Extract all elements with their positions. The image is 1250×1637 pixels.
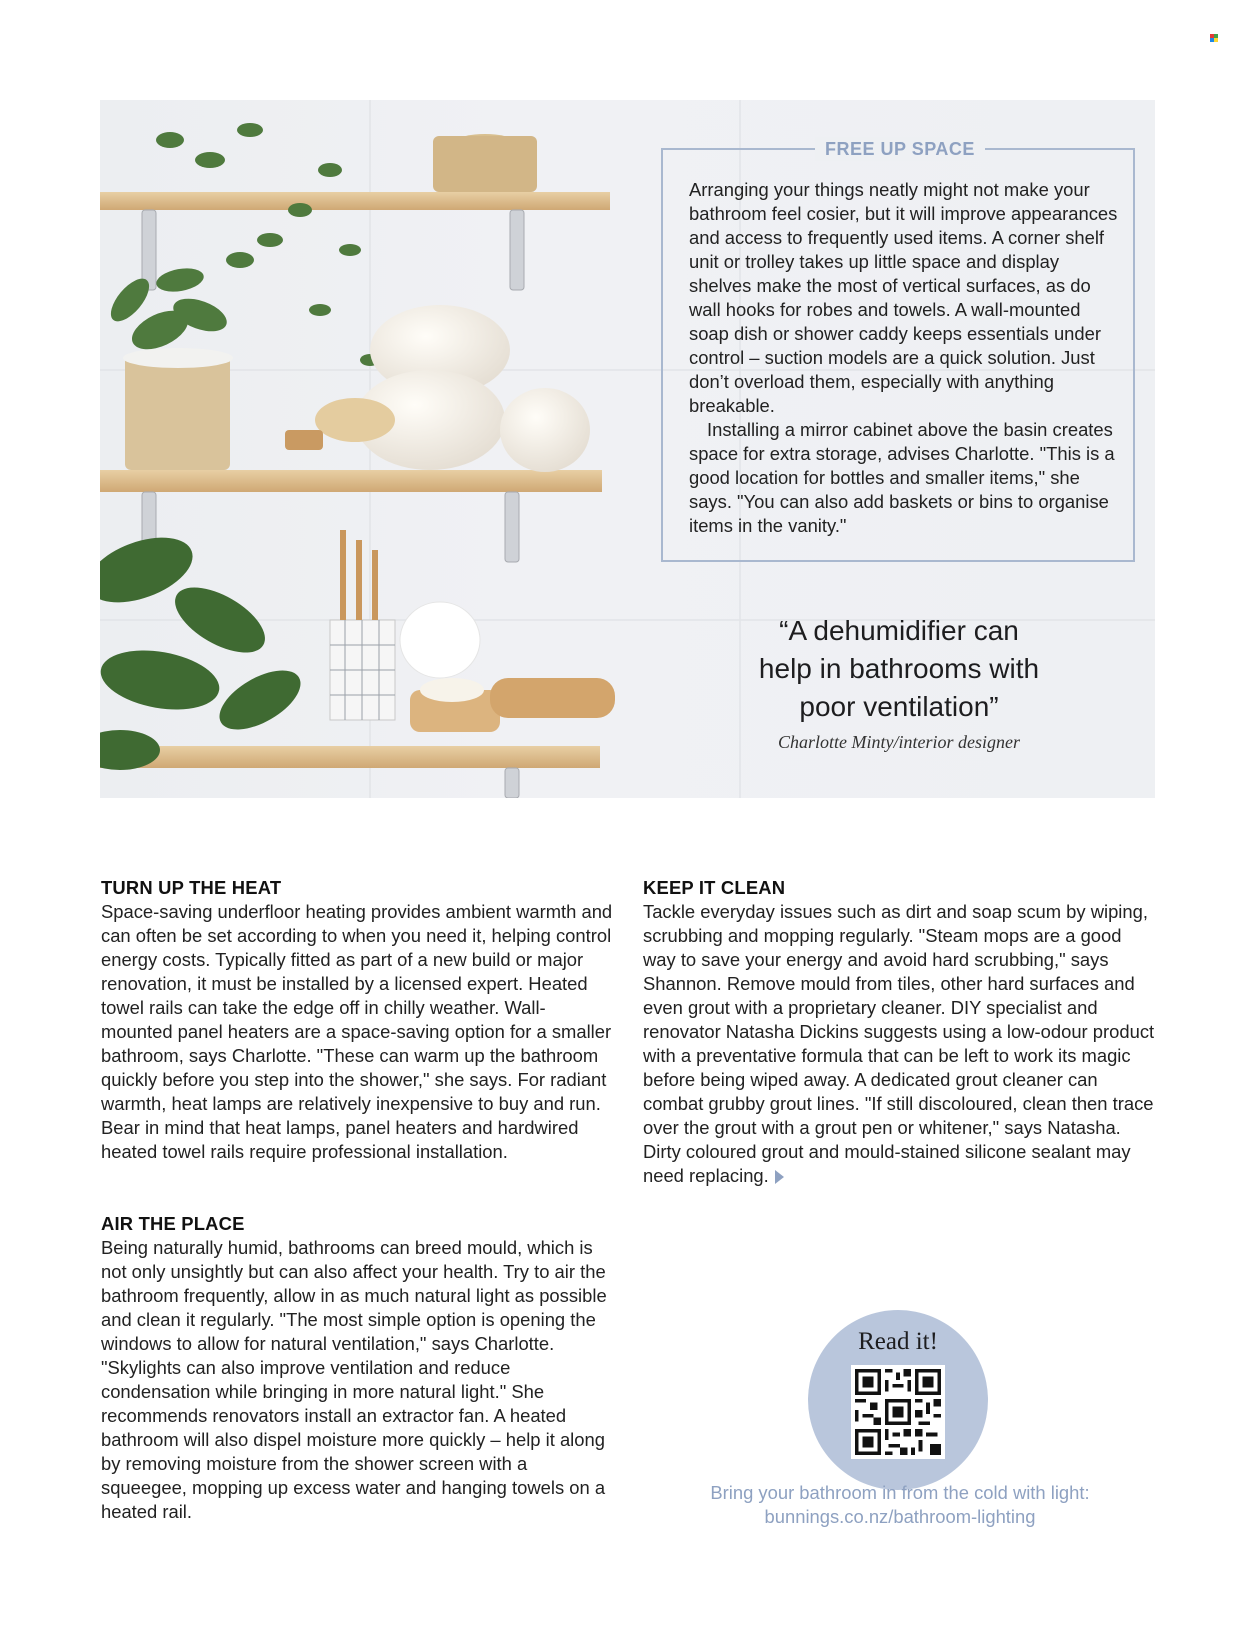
quote-text [700, 612, 1098, 726]
continue-arrow-icon [775, 1170, 784, 1184]
read-it-circle [808, 1310, 988, 1490]
free-up-space-paragraph-1: Arranging your things neatly might not make your bathroom feel cosier, but it will improve appearances and access to frequently used items. A corner shelf unit or trolley takes up little space and display shelves make the most of vertical surfaces, as do wall hooks for robes and towels. A wall-mounted soap dish or shower caddy keeps essentials under control – suction models are a quick solution. Just don’t overload them, especially with anything breakable. [689, 179, 1118, 416]
qr-code-graphic [851, 1365, 945, 1459]
free-up-space-body [689, 178, 1119, 538]
body-keep-it-clean-text: Tackle everyday issues such as dirt and soap scum by wiping, scrubbing and mopping regularly. "Steam mops are a good way to save your energy and avoid hard scrubbing," says Shannon. Remove mould from tiles, other hard surfaces and even grout with a proprietary cleaner. DIY specialist and renovator Natasha Dickins suggests using a low-odour product with a preventative formula that can be left to work its magic before being wiped away. A dedicated grout cleaner can combat grubby grout lines. "If still discoloured, clean then trace over the grout with a grout pen or whitener," says Natasha. Dirty coloured grout and mould-stained silicone sealant may need replacing. [643, 901, 1155, 1186]
pull-quote [700, 612, 1098, 753]
section-air-the-place [101, 1212, 613, 1524]
body-air-the-place: Being naturally humid, bathrooms can breed mould, which is not only unsightly but can also affect your health. Try to air the bathroom frequently, allow in as much natural light as possible and clean it regularly. "The most simple option is opening the windows to allow for natural ventilation," says Charlotte. "Skylights can also improve ventilation and reduce condensation while bringing in more natural light." She recommends renovators install an extractor fan. A heated bathroom will also dispel moisture more quickly – help it along by removing moisture from the shower screen with a squeegee, mopping up excess water and hanging towels on a heated rail. [101, 1237, 607, 1522]
body-turn-up-the-heat: Space-saving underfloor heating provides ambient warmth and can often be set according to when you need it, helping control energy costs. Typically fitted as part of a new build or major renovation, it must be installed by a licensed expert. Heated towel rails can take the edge off in chilly weather. Wall-mounted panel heaters are a space-saving option for a smaller bathroom, says Charlotte. "These can warm up the bathroom quickly before you step into the shower," she says. For radiant warmth, heat lamps are relatively inexpensive to buy and run. Bear in mind that heat lamps, panel heaters and hardwired heated towel rails require professional installation. [101, 901, 613, 1162]
free-up-space-title: FREE UP SPACE [815, 137, 985, 161]
quote-attribution: Charlotte Minty/interior designer [778, 732, 1020, 752]
corner-color-mark [1210, 34, 1218, 42]
section-keep-it-clean [643, 876, 1155, 1188]
section-turn-up-the-heat [101, 876, 613, 1164]
footer-url[interactable]: bunnings.co.nz/bathroom-lighting [764, 1506, 1036, 1527]
quote-line-1: “A dehumidifier can [779, 615, 1019, 646]
footer-line-1: Bring your bathroom in from the cold with light: [710, 1482, 1090, 1503]
read-it-title: Read it! [858, 1328, 938, 1355]
heading-air-the-place: AIR THE PLACE [101, 1213, 245, 1234]
free-up-space-box [661, 139, 1135, 562]
quote-line-3: poor ventilation” [799, 691, 999, 722]
heading-turn-up-the-heat: TURN UP THE HEAT [101, 877, 282, 898]
free-up-space-paragraph-2: Installing a mirror cabinet above the basin creates space for extra storage, advises Charlotte. "This is a good location for bottles and smaller items," she says. "You can also add baskets or bins to organise items in the vanity." [689, 419, 1115, 536]
qr-code-icon[interactable] [851, 1365, 945, 1459]
quote-line-2: help in bathrooms with [758, 653, 1040, 684]
footer-link-text [680, 1481, 1120, 1529]
heading-keep-it-clean: KEEP IT CLEAN [643, 877, 786, 898]
body-keep-it-clean [643, 900, 1155, 1188]
